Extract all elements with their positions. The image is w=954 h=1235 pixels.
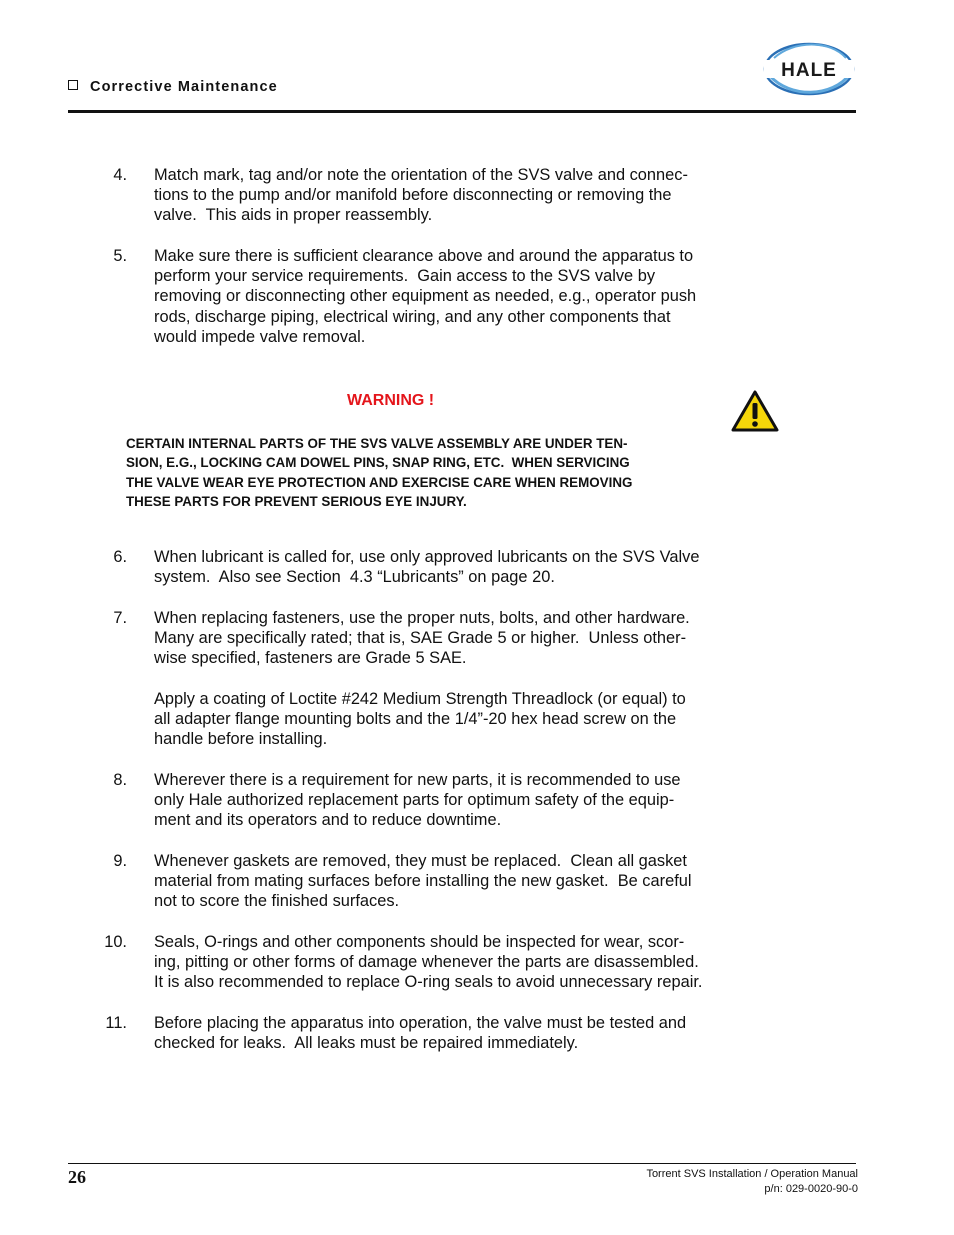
manual-title: Torrent SVS Installation / Operation Manual: [646, 1168, 858, 1180]
step-text: Wherever there is a requirement for new parts, it is recommended to use only Hale authorized replacement parts for optimum safety of the equip- ment and its operators and to reduce downtime.: [154, 771, 681, 830]
step-number: 7.: [113, 609, 127, 627]
step-text: When lubricant is called for, use only approved lubricants on the SVS Valve system. Also see Section 4.3 “Lubricants” on page 20.: [154, 548, 700, 587]
section-title: Corrective Maintenance: [90, 79, 278, 95]
step-number: 10.: [104, 933, 127, 951]
step-number: 11.: [105, 1014, 127, 1032]
step-number: 6.: [113, 548, 127, 566]
logo-text: HALE: [781, 60, 837, 81]
step-text: Apply a coating of Loctite #242 Medium Strength Threadlock (or equal) to all adapter flange mounting bolts and the 1/4”-20 hex head screw on the handle before installing.: [154, 690, 686, 749]
step-number: 9.: [113, 852, 127, 870]
step-text: Whenever gaskets are removed, they must be replaced. Clean all gasket material from mating surfaces before installing the new gasket. Be careful not to score the finished surfaces.: [154, 852, 692, 911]
warning-text: CERTAIN INTERNAL PARTS OF THE SVS VALVE ASSEMBLY ARE UNDER TEN- SION, E.G., LOCKING CAM DOWEL PINS, SNAP RING, ETC. WHEN SERVICING THE VALVE WEAR EYE PROTECTION AND EXERCISE CARE WHEN REMOVING THESE PARTS FOR PREVENT SERIOUS EYE INJURY.: [126, 436, 633, 509]
logo-swoosh-upper: [774, 45, 846, 59]
step-text: Match mark, tag and/or note the orientation of the SVS valve and connec- tions to the pump and/or manifold before disconnecting or removing the valve. This aids in proper reassembly.: [154, 166, 688, 225]
hale-logo: [760, 36, 858, 102]
header-rule: [68, 110, 856, 113]
page-number: 26: [68, 1167, 86, 1187]
section-header: [68, 79, 278, 95]
part-number: p/n: 029-0020-90-0: [764, 1183, 858, 1195]
step-number: 4.: [113, 166, 127, 184]
step-text: Seals, O-rings and other components should be inspected for wear, scor- ing, pitting or other forms of damage whenever the parts are disassembled. It is also recommended to replace O-ring seals to avoid unnecessary repair.: [154, 933, 703, 992]
step-number: 5.: [113, 247, 127, 265]
warning-title: WARNING !: [347, 392, 435, 409]
footer-info: [646, 1167, 858, 1197]
step-text: Make sure there is sufficient clearance above and around the apparatus to perform your service requirements. Gain access to the SVS valve by removing or disconnecting other equipment as needed, e.g., operator push rods, discharge piping, electrical wiring, and any other components that would impede valve removal.: [154, 247, 697, 346]
warning-triangle-icon: [730, 389, 780, 433]
checkbox-bullet-icon: [68, 80, 78, 90]
footer-rule: [68, 1163, 856, 1164]
step-text: Before placing the apparatus into operation, the valve must be tested and checked for leaks. All leaks must be repaired immediately.: [154, 1014, 687, 1053]
step-text: When replacing fasteners, use the proper nuts, bolts, and other hardware. Many are specifically rated; that is, SAE Grade 5 or higher. Unless other- wise specified, fasteners are Grade 5 SAE.: [154, 609, 690, 668]
step-number: 8.: [113, 771, 127, 789]
